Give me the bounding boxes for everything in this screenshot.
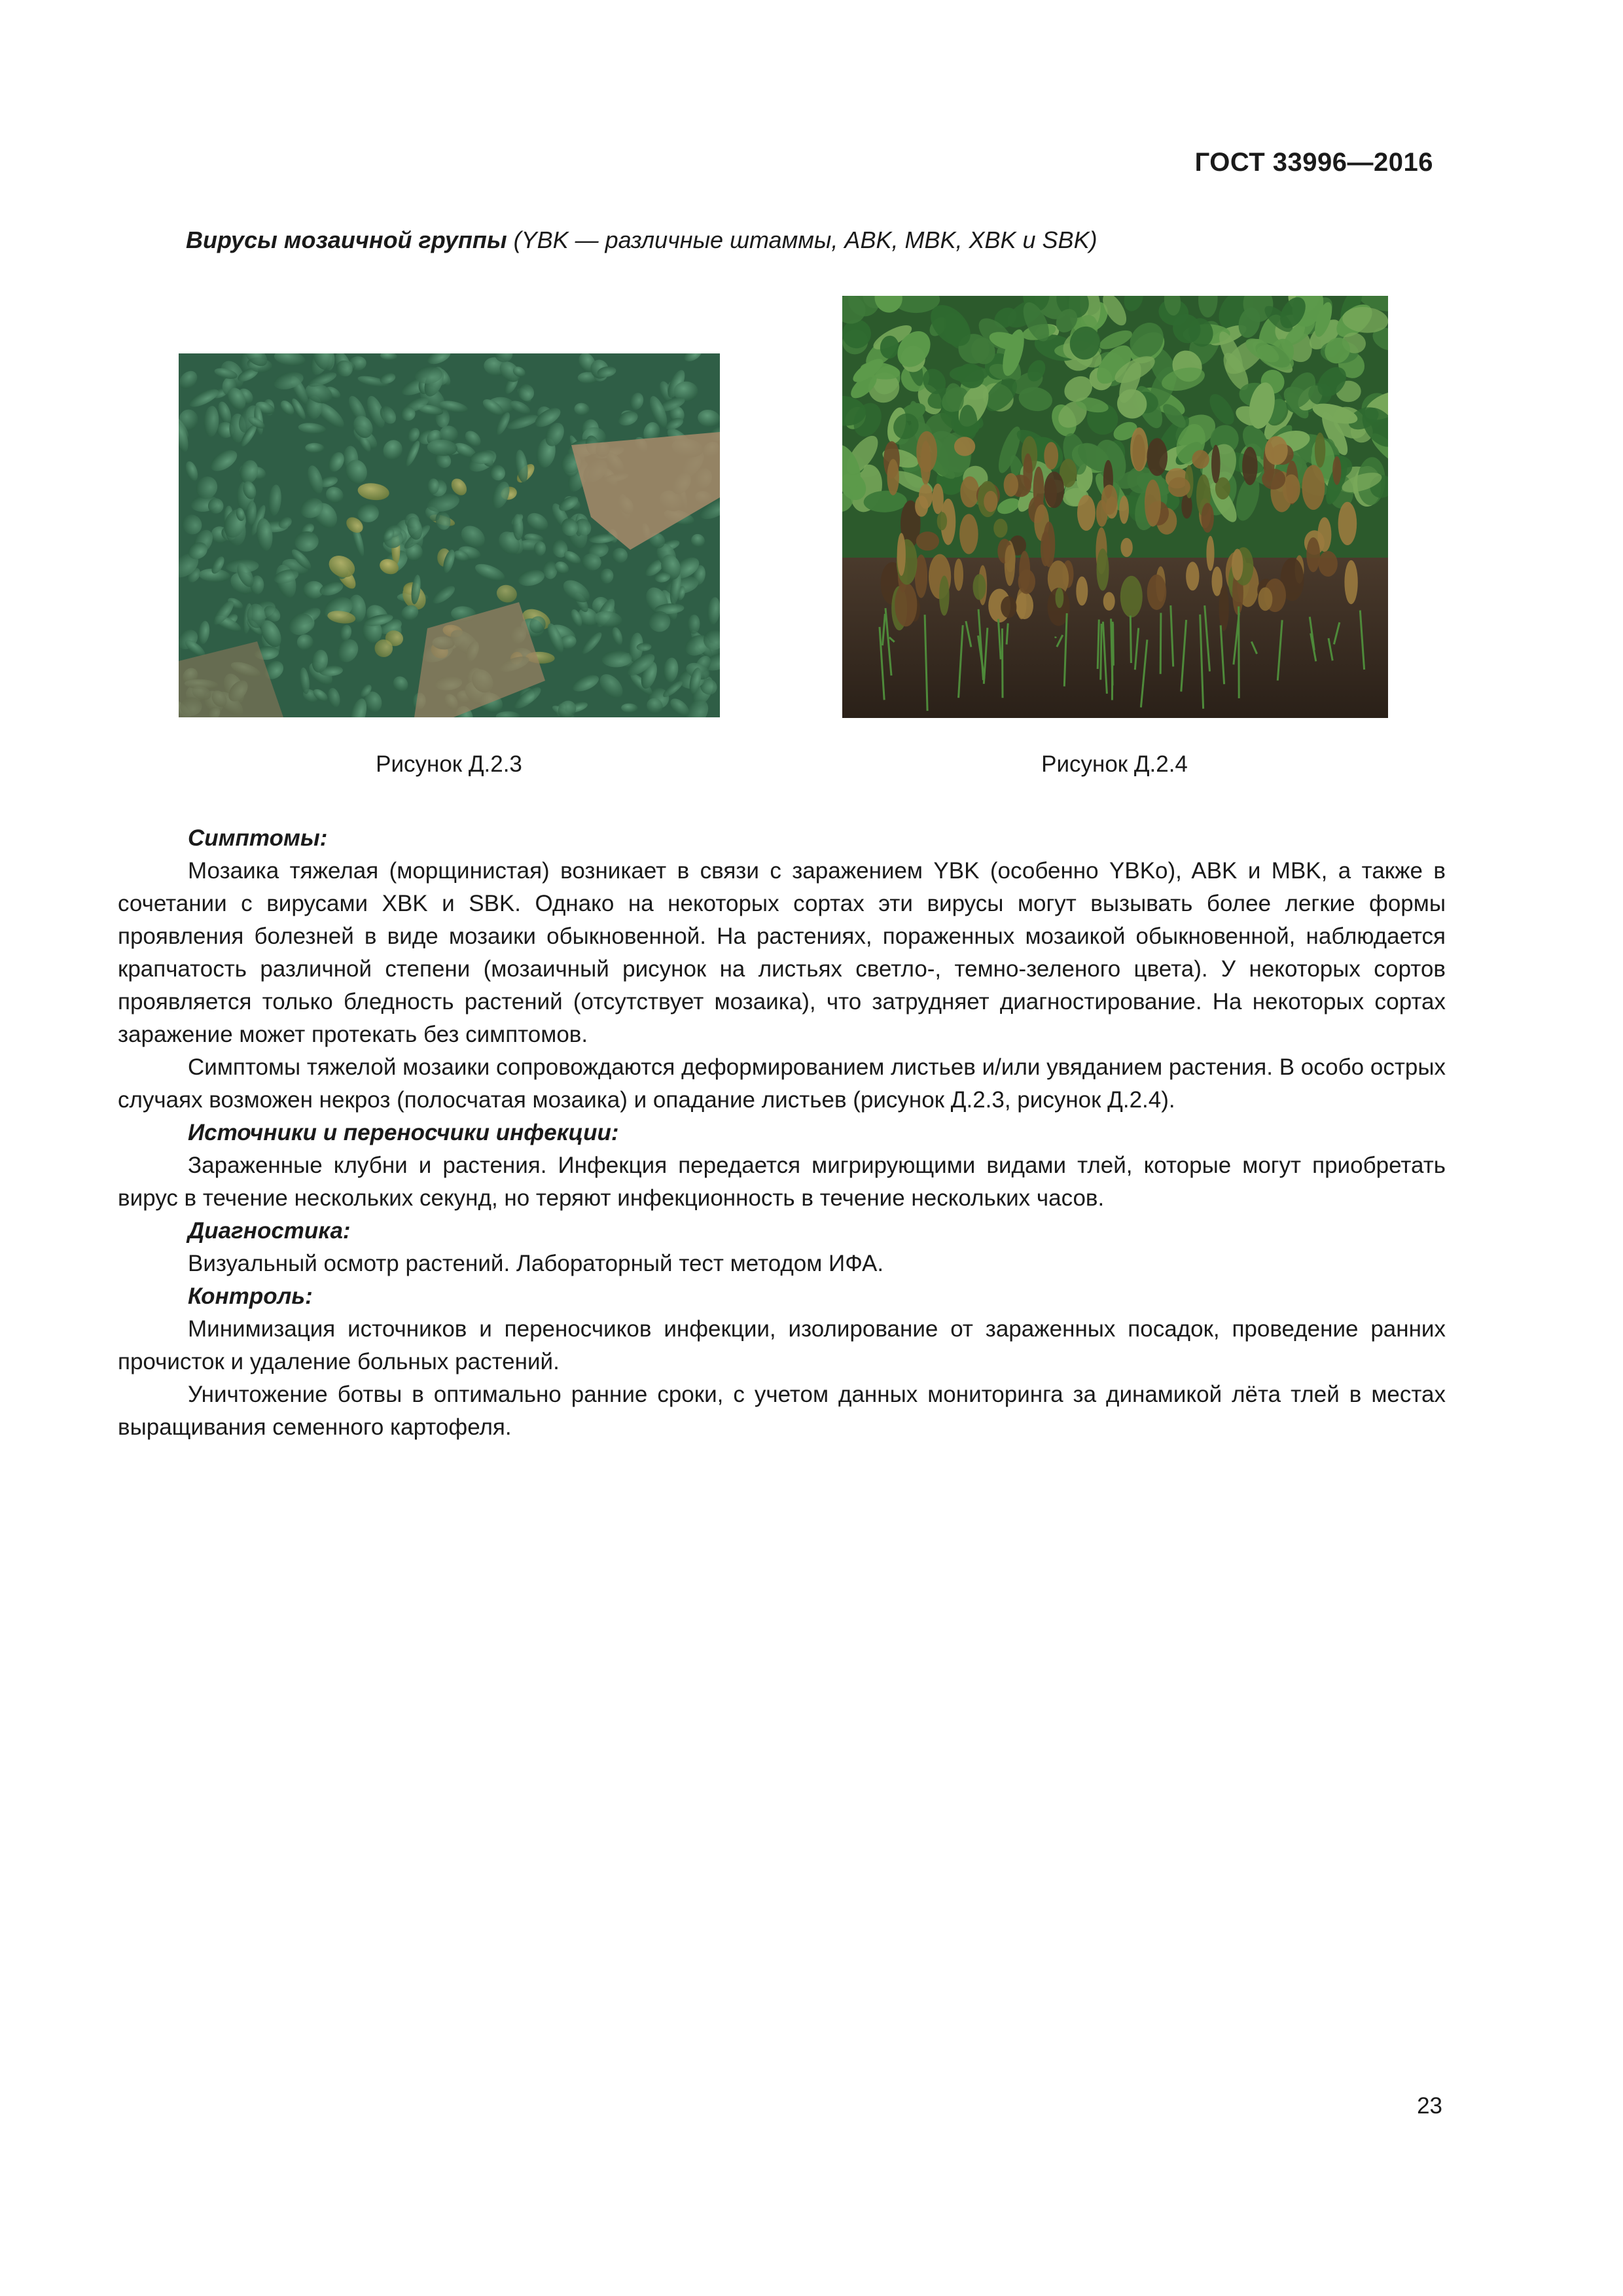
figure-caption: Рисунок Д.2.4 xyxy=(1041,751,1188,777)
page-number: 23 xyxy=(1417,2093,1442,2119)
figure-photo-potato-field xyxy=(179,353,720,717)
heading-symptoms: Симптомы: xyxy=(188,825,328,851)
paragraph-symptoms-1: Мозаика тяжелая (морщинистая) возникает в связи с заражением YBK (особенно YBKo), ABK и MBK, а также в сочетании с вирусами XBK и SBK. Однако на некоторых сортах эти вирусы могут вызывать более легкие формы проявления болезней в виде мозаики обыкновенной. На растениях, пораженных мозаикой обыкновенной, наблюдается крапчатость различной степени (мозаичный рисунок на листьях светло-, темно-зеленого цвета). У некоторых сортов проявляется только бледность растений (отсутствует мозаика), что затрудняет диагностирование. На некоторых сортах заражение может протекать без симптомов. xyxy=(118,858,1446,1047)
paragraph-control-2: Уничтожение ботвы в оптимально ранние сроки, с учетом данных мониторинга за динамикой лёта тлей в местах выращивания семенного картофеля. xyxy=(118,1382,1446,1440)
section-title xyxy=(186,226,1097,254)
heading-control: Контроль: xyxy=(188,1283,313,1309)
figure-photo-wilted-plants xyxy=(842,296,1388,718)
body-text xyxy=(118,822,1446,1444)
document-code: ГОСТ 33996—2016 xyxy=(1194,148,1433,177)
section-title-rest: (YBK — различные штаммы, ABK, MBK, XBK и SBK) xyxy=(507,226,1097,253)
paragraph-control-1: Минимизация источников и переносчиков инфекции, изолирование от зараженных посадок, проведение ранних прочисток и удаление больных растений. xyxy=(118,1316,1446,1374)
section-title-bold: Вирусы мозаичной группы xyxy=(186,226,507,253)
paragraph-symptoms-2: Симптомы тяжелой мозаики сопровождаются деформированием листьев и/или увяданием растения. В особо острых случаях возможен некроз (полосчатая мозаика) и опадание листьев (рисунок Д.2.3, рисунок Д.2.4). xyxy=(118,1054,1446,1113)
heading-diagnostics: Диагностика: xyxy=(188,1218,351,1244)
paragraph-sources: Зараженные клубни и растения. Инфекция передается мигрирующими видами тлей, которые могут приобретать вирус в течение нескольких секунд, но теряют инфекционность в течение нескольких часов. xyxy=(118,1153,1446,1211)
figure-caption: Рисунок Д.2.3 xyxy=(376,751,522,777)
paragraph-diagnostics: Визуальный осмотр растений. Лабораторный тест методом ИФА. xyxy=(188,1251,884,1276)
heading-sources: Источники и переносчики инфекции: xyxy=(188,1120,619,1145)
